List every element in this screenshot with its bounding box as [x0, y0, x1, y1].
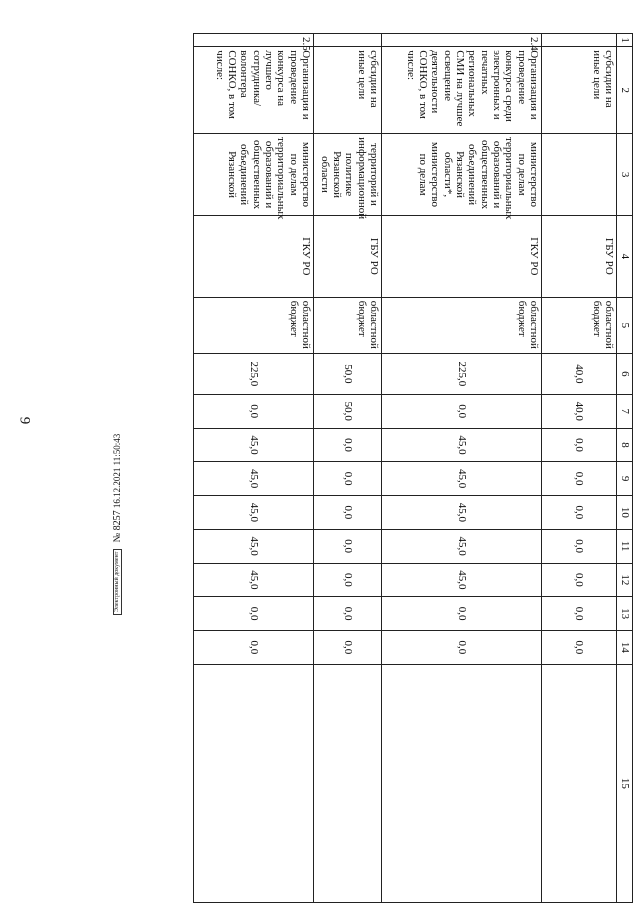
col-header: 4 — [617, 215, 633, 297]
row-note — [314, 664, 382, 902]
row-source: областной бюджет — [314, 297, 382, 353]
row-source: областной бюджет — [382, 297, 542, 353]
table-row — [194, 34, 314, 903]
table-row — [382, 34, 542, 903]
row-value: 45,0 — [382, 462, 542, 496]
stamp-code: № 8257 — [112, 510, 123, 543]
row-value: 45,0 — [382, 428, 542, 462]
budget-table-rotated — [78, 33, 633, 903]
row-value: 0,0 — [542, 428, 617, 462]
col-header: 8 — [617, 428, 633, 462]
row-value: 0,0 — [314, 630, 382, 664]
row-recipient: ГБУ РО — [542, 215, 617, 297]
row-value: 45,0 — [382, 529, 542, 563]
col-header: 7 — [617, 394, 633, 428]
row-value: 0,0 — [542, 462, 617, 496]
column-number-row — [617, 34, 633, 903]
row-value: 45,0 — [194, 462, 314, 496]
row-executor: министерство по делам территориальных образований и общественных объединений Рязанской — [194, 134, 314, 216]
col-header: 5 — [617, 297, 633, 353]
row-value: 45,0 — [382, 563, 542, 597]
col-header: 12 — [617, 563, 633, 597]
row-value: 0,0 — [314, 563, 382, 597]
page-number: 9 — [16, 416, 33, 425]
row-num — [314, 34, 382, 47]
col-header: 10 — [617, 496, 633, 530]
document-stamp — [112, 434, 123, 615]
row-value: 225,0 — [194, 353, 314, 394]
row-executor: министерство по делам территориальных образований и общественных объединений Рязанской области*, министерство по делам — [382, 134, 542, 216]
row-value: 0,0 — [314, 597, 382, 631]
row-value: 0,0 — [194, 630, 314, 664]
row-executor: территорий и информационной политике Рязанской области — [314, 134, 382, 216]
table-row — [542, 34, 617, 903]
row-value: 0,0 — [382, 597, 542, 631]
row-source: областной бюджет — [542, 297, 617, 353]
row-value: 45,0 — [382, 496, 542, 530]
row-value: 0,0 — [314, 462, 382, 496]
row-note — [194, 664, 314, 902]
col-header: 15 — [617, 664, 633, 902]
row-recipient: ГКУ РО — [382, 215, 542, 297]
row-num: 2.5 — [194, 34, 314, 47]
row-value: 0,0 — [314, 529, 382, 563]
row-value: 50,0 — [314, 353, 382, 394]
row-value: 0,0 — [542, 597, 617, 631]
col-header: 13 — [617, 597, 633, 631]
row-value: 45,0 — [194, 529, 314, 563]
row-value: 0,0 — [194, 394, 314, 428]
row-num — [542, 34, 617, 47]
row-recipient: ГКУ РО — [194, 215, 314, 297]
row-value: 225,0 — [382, 353, 542, 394]
row-note — [382, 664, 542, 902]
col-header: 2 — [617, 47, 633, 134]
row-value: 0,0 — [382, 630, 542, 664]
row-value: 0,0 — [542, 496, 617, 530]
row-note — [542, 664, 617, 902]
row-name: Организация и проведение конкурса на лучшего сотрудника/волонтера СОНКО, в том числе: — [194, 47, 314, 134]
row-value: 45,0 — [194, 496, 314, 530]
row-executor — [542, 134, 617, 216]
col-header: 6 — [617, 353, 633, 394]
row-value: 0,0 — [542, 529, 617, 563]
row-name: субсидии на иные цели — [542, 47, 617, 134]
row-num: 2.4 — [382, 34, 542, 47]
col-header: 9 — [617, 462, 633, 496]
row-value: 0,0 — [542, 630, 617, 664]
row-value: 0,0 — [314, 496, 382, 530]
col-header: 14 — [617, 630, 633, 664]
row-recipient: ГБУ РО — [314, 215, 382, 297]
row-value: 0,0 — [314, 428, 382, 462]
budget-table — [193, 33, 633, 903]
table-row — [314, 34, 382, 903]
stamp-logo: Электронный документ — [113, 549, 122, 615]
row-name: Организация и проведение конкурса среди электронных и печатных региональных СМИ на лучшее освещение деятельности СОНКО, в том числе: — [382, 47, 542, 134]
row-value: 0,0 — [542, 563, 617, 597]
stamp-datetime: 16.12.2021 11:50:43 — [112, 433, 122, 509]
row-value: 45,0 — [194, 428, 314, 462]
row-value: 0,0 — [194, 597, 314, 631]
col-header: 3 — [617, 134, 633, 216]
row-value: 40,0 — [542, 394, 617, 428]
row-source: областной бюджет — [194, 297, 314, 353]
col-header: 11 — [617, 529, 633, 563]
row-name: субсидии на иные цели — [314, 47, 382, 134]
row-value: 0,0 — [382, 394, 542, 428]
row-value: 50,0 — [314, 394, 382, 428]
row-value: 40,0 — [542, 353, 617, 394]
col-header: 1 — [617, 34, 633, 47]
row-value: 45,0 — [194, 563, 314, 597]
